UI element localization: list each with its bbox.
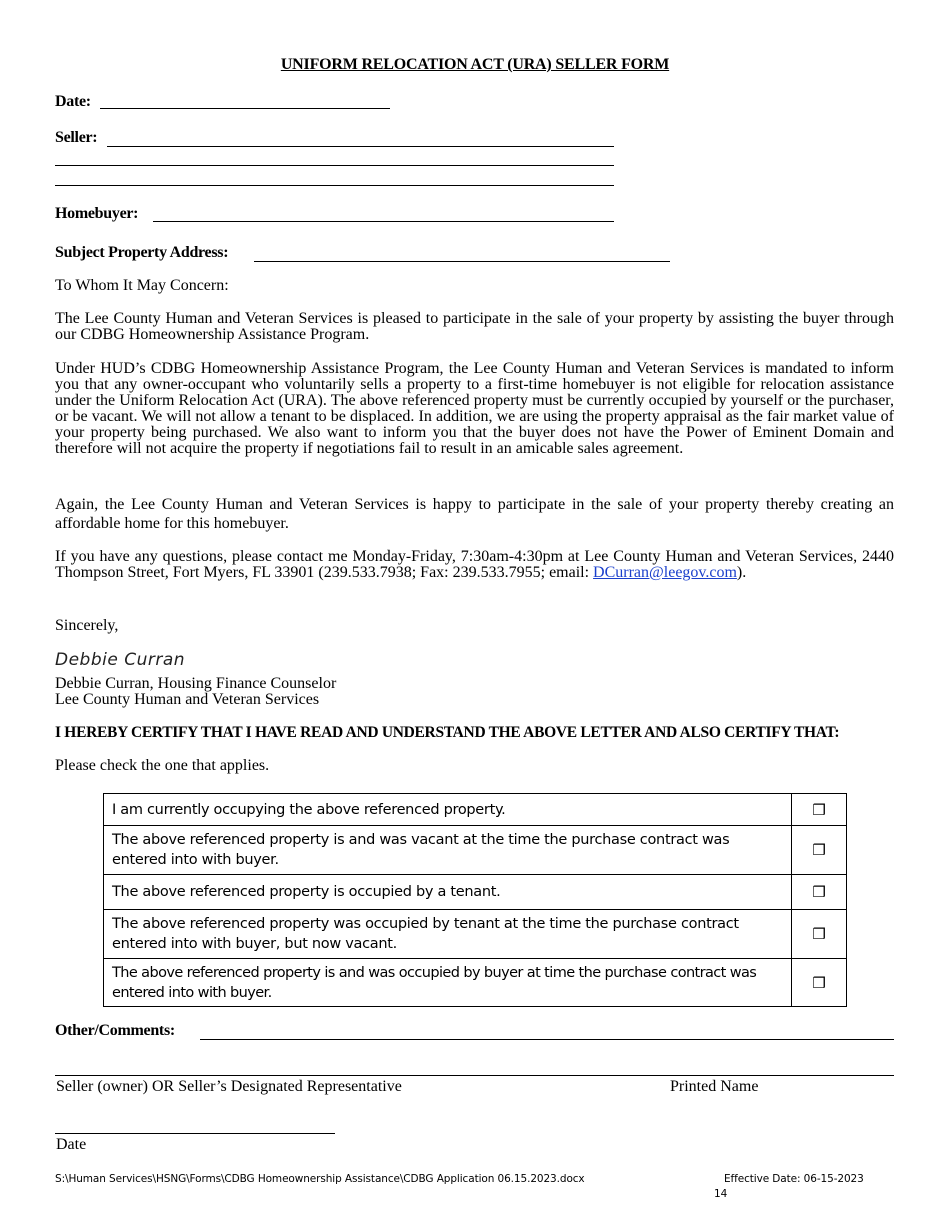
date-line [100,108,390,109]
footer-path: S:\Human Services\HSNG\Forms\CDBG Homeownership Assistance\CDBG Application 06.15.2023.docx [55,1173,585,1185]
footer-effective-date: Effective Date: 06-15-2023 [724,1173,864,1185]
comments-label: Other/Comments: [55,1022,175,1039]
option-text: The above referenced property is and was occupied by buyer at time the purchase contract was entered into with buyer. [104,959,792,1007]
option-row [104,794,847,826]
paragraph-4-end: ). [736,564,747,581]
options-table [103,793,847,1007]
checkbox-icon[interactable]: ❒ [792,826,847,875]
option-text: The above referenced property is occupied by a tenant. [104,875,792,910]
page-number: 14 [714,1188,728,1200]
signer-line-1: Debbie Curran, Housing Finance Counselor [55,675,337,692]
date-caption: Date [56,1136,87,1153]
closing: Sincerely, [55,617,119,634]
paragraph-2: Under HUD’s CDBG Homeownership Assistance Program, the Lee County Human and Veteran Services is mandated to inform you that any owner-occupant who voluntarily sells a property to a first-time homebuyer is not eligible for relocation assistance under the Uniform Relocation Act (URA). The above referenced property must be currently occupied by yourself or the purchaser, or be vacant. We will not allow a tenant to be displaced. In addition, we are using the property appraisal as the fair market value of your property being purchased. We also want to inform you that the buyer does not have the Power of Eminent Domain and therefore will not acquire the property if negotiations fail to result in an amicable sales agreement. [55,360,894,457]
seller-caption: Seller (owner) OR Seller’s Designated Representative [56,1078,402,1095]
paragraph-3: Again, the Lee County Human and Veteran Services is happy to participate in the sale of your property thereby creating an affordable home for this homebuyer. [55,496,894,532]
checkbox-icon[interactable]: ❒ [792,910,847,959]
printed-name-caption: Printed Name [670,1078,759,1095]
email-link[interactable]: DCurran@leegov.com [593,564,737,581]
date-signature-line [55,1133,335,1134]
paragraph-4 [55,549,894,581]
homebuyer-line [153,221,614,222]
option-row [104,959,847,1007]
paragraph-4-text: If you have any questions, please contact me Monday-Friday, 7:30am-4:30pm at Lee County Human and Veteran Services, 2440 Thompson Street, Fort Myers, FL 33901 (239.533.7938; Fax: 239.533.7955; email: [55,548,894,581]
option-row [104,910,847,959]
option-text: I am currently occupying the above referenced property. [104,794,792,826]
checkbox-icon[interactable]: ❒ [792,794,847,826]
seller-line-2 [55,165,614,166]
option-row [104,875,847,910]
comments-line [200,1039,894,1040]
option-text: The above referenced property was occupied by tenant at the time the purchase contract entered into with buyer, but now vacant. [104,910,792,959]
checkbox-icon[interactable]: ❒ [792,875,847,910]
greeting: To Whom It May Concern: [55,277,229,294]
seller-line-1 [107,146,614,147]
signer-line-2: Lee County Human and Veteran Services [55,691,320,708]
certify-instruction: Please check the one that applies. [55,757,270,774]
seller-line-3 [55,185,614,186]
form-title: UNIFORM RELOCATION ACT (URA) SELLER FORM [280,56,670,73]
option-row [104,826,847,875]
option-text: The above referenced property is and was vacant at the time the purchase contract was entered into with buyer. [104,826,792,875]
certify-heading: I HEREBY CERTIFY THAT I HAVE READ AND UNDERSTAND THE ABOVE LETTER AND ALSO CERTIFY THAT: [55,724,840,741]
address-label: Subject Property Address: [55,244,229,261]
seller-signature-line [55,1075,894,1076]
checkbox-icon[interactable]: ❒ [792,959,847,1007]
signature: Debbie Curran [55,650,186,670]
homebuyer-label: Homebuyer: [55,205,139,222]
paragraph-1: The Lee County Human and Veteran Services is pleased to participate in the sale of your property by assisting the buyer through our CDBG Homeownership Assistance Program. [55,310,894,343]
date-label: Date: [55,93,91,110]
address-line [254,261,670,262]
seller-label: Seller: [55,129,98,146]
